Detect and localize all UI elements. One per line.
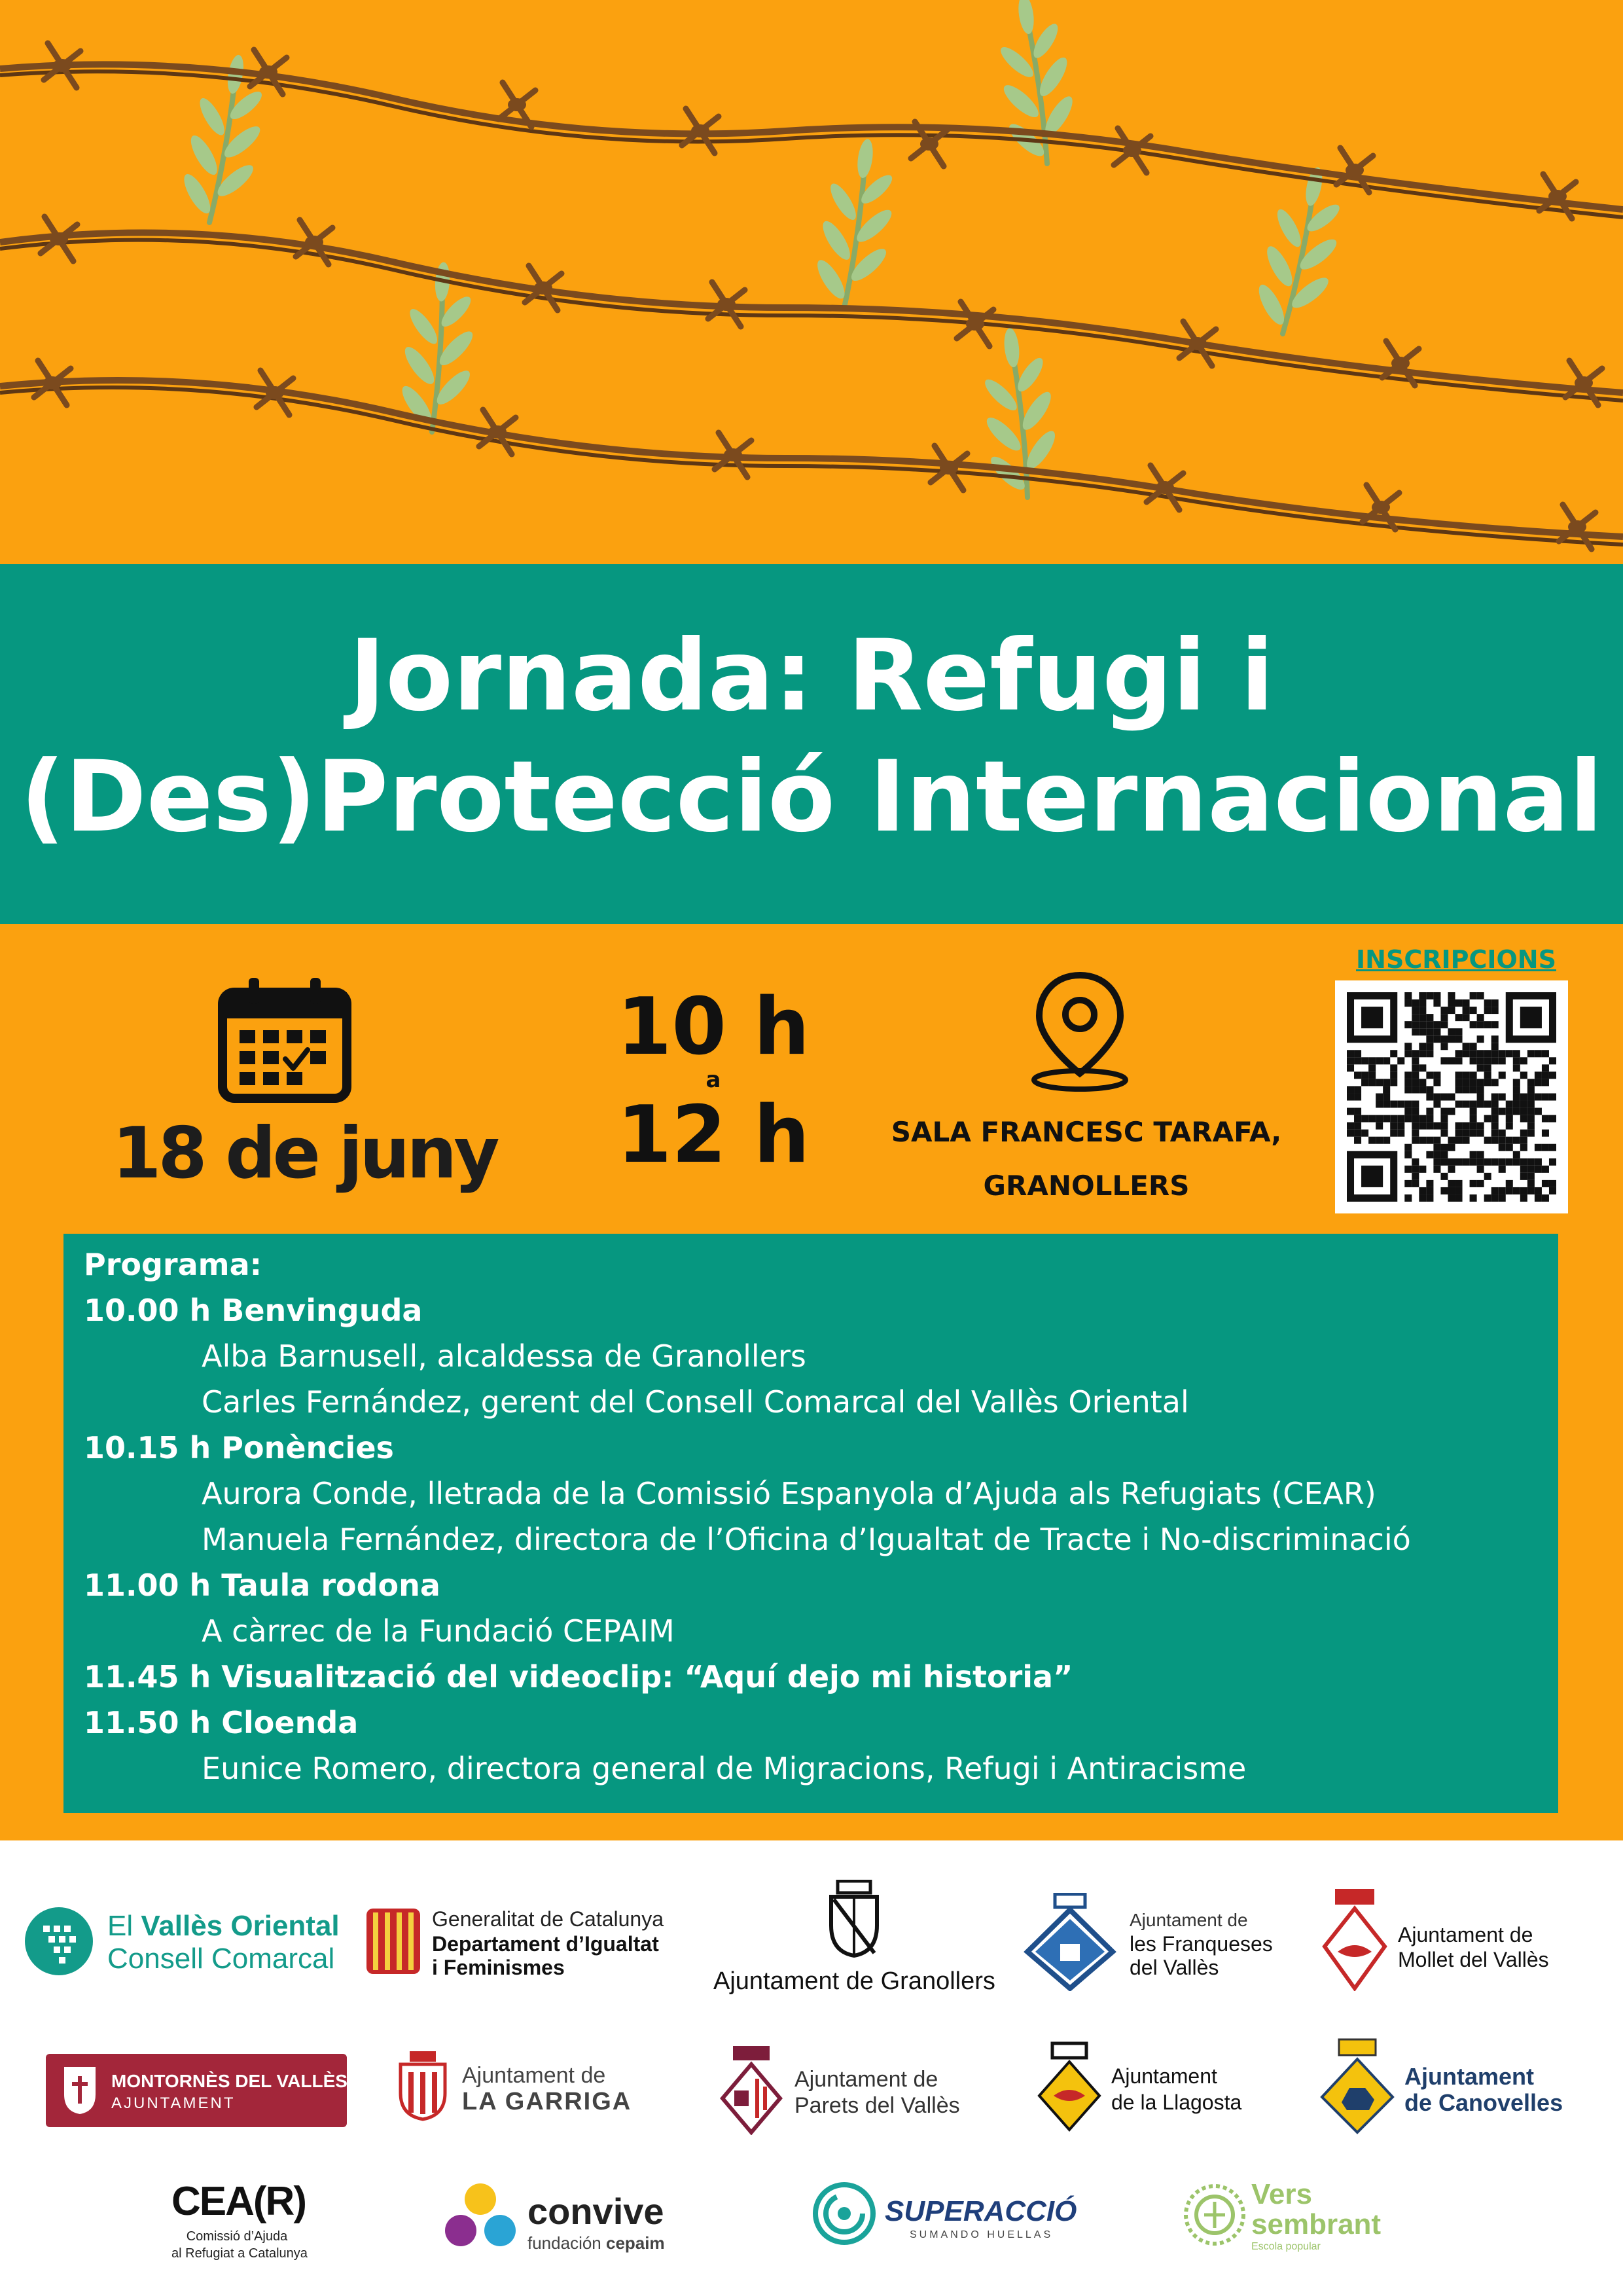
logo-text: Ajuntament de — [1130, 1910, 1248, 1930]
event-title-line2: (Des)Protecció Internacional — [20, 740, 1603, 854]
logo-cear — [171, 2178, 342, 2270]
logo-canovelles — [1319, 2037, 1594, 2135]
qr-code-graphic — [1347, 992, 1556, 1202]
logo-generalitat — [364, 1906, 685, 1984]
logo-text: de la Llagosta — [1111, 2090, 1242, 2114]
logo-verssembrant — [1182, 2178, 1431, 2257]
logo-la-llagosta — [1037, 2041, 1272, 2132]
time-connector: a — [705, 1067, 721, 1093]
valles-oriental-emblem-icon — [24, 1906, 94, 1977]
logo-superaccio — [812, 2181, 1077, 2253]
logo-text: Ajuntament de — [462, 2063, 606, 2088]
end-time: 12 h — [616, 1090, 810, 1181]
garriga-shield-icon — [397, 2050, 449, 2122]
logo-montornes — [46, 2054, 347, 2127]
start-time: 10 h — [616, 982, 810, 1073]
event-title-line1: Jornada: Refugi i — [349, 619, 1274, 733]
logo-text: Comissió d’Ajuda — [186, 2229, 288, 2244]
barbed-wire-graphic — [0, 0, 1623, 564]
logo-text: del Vallès — [1130, 1956, 1219, 1979]
program-item: 11.00 h Taula rodona — [84, 1568, 440, 1603]
program-item: Carles Fernández, gerent del Consell Comarcal del Vallès Oriental — [202, 1384, 1189, 1420]
logo-text: cepaim — [605, 2233, 665, 2253]
logo-text: LA GARRIGA — [462, 2088, 632, 2115]
registration-link[interactable]: INSCRIPCIONS — [1356, 945, 1556, 974]
logo-text: convive — [527, 2191, 664, 2232]
logo-text: CEA(R) — [171, 2179, 306, 2224]
verssembrant-sun-icon — [1182, 2182, 1247, 2248]
logo-text: sembrant — [1251, 2208, 1382, 2240]
logo-text: fundación — [527, 2233, 606, 2253]
logo-text: Mollet del Vallès — [1398, 1948, 1549, 1971]
logo-granollers — [713, 1880, 995, 2004]
logo-text: Consell Comarcal — [107, 1943, 335, 1975]
program-item: Alba Barnusell, alcaldessa de Granollers — [202, 1338, 806, 1374]
logo-text: Vers — [1251, 2178, 1312, 2210]
logo-franqueses — [1021, 1893, 1296, 1991]
logo-text: El — [107, 1910, 141, 1942]
sponsor-logos — [0, 1840, 1623, 2296]
logo-text: AJUNTAMENT — [111, 2094, 236, 2112]
logo-text: de Canovelles — [1404, 2089, 1563, 2116]
logo-text: SUPERACCIÓ — [885, 2195, 1077, 2227]
convive-dots-icon — [438, 2181, 524, 2253]
barbed-wire-illustration — [0, 0, 1623, 564]
registration-qr-code[interactable] — [1335, 980, 1568, 1213]
logo-mollet — [1322, 1886, 1610, 1998]
program-item: 11.45 h Visualització del videoclip: “Aquí dejo mi historia” — [84, 1659, 1073, 1695]
logo-convive — [438, 2181, 687, 2259]
parets-shield-icon — [720, 2043, 783, 2135]
canovelles-shield-icon — [1319, 2037, 1395, 2135]
logo-text: Escola popular — [1251, 2241, 1321, 2252]
program-item: Manuela Fernández, directora de l’Oficina d’Igualtat de Tracte i No-discriminació — [202, 1522, 1411, 1557]
program-heading: Programa: — [84, 1247, 262, 1282]
granollers-shield-icon — [825, 1880, 883, 1958]
logo-la-garriga — [397, 2050, 658, 2128]
logo-text: Vallès Oriental — [141, 1910, 340, 1942]
program-item: 10.00 h Benvinguda — [84, 1293, 423, 1328]
mollet-shield-icon — [1322, 1886, 1387, 1991]
logo-text: al Refugiat a Catalunya — [171, 2246, 308, 2261]
logo-text: Departament d’Igualtat — [432, 1932, 659, 1956]
logo-text: Ajuntament de — [794, 2067, 938, 2092]
logo-text: MONTORNÈS DEL VALLÈS — [111, 2071, 348, 2091]
logo-text: Parets del Vallès — [794, 2093, 960, 2118]
calendar-check-icon — [216, 974, 353, 1105]
logo-text: i Feminismes — [432, 1956, 565, 1979]
venue-line1: SALA FRANCESC TARAFA, — [891, 1116, 1282, 1148]
logo-text: Ajuntament de — [1398, 1923, 1533, 1946]
venue-line2: GRANOLLERS — [983, 1170, 1190, 1202]
logo-text: Generalitat de Catalunya — [432, 1907, 664, 1931]
logo-text: les Franqueses — [1130, 1932, 1273, 1956]
program-item: 11.50 h Cloenda — [84, 1705, 359, 1740]
event-date: 18 de juny — [112, 1113, 497, 1194]
logo-text: Ajuntament — [1404, 2063, 1534, 2090]
logo-text: Ajuntament — [1111, 2064, 1217, 2088]
franqueses-shield-icon — [1021, 1893, 1119, 1991]
llagosta-shield-icon — [1037, 2041, 1102, 2132]
logo-parets — [720, 2043, 982, 2135]
program-item: A càrrec de la Fundació CEPAIM — [202, 1613, 675, 1649]
montornes-shield-icon — [60, 2064, 99, 2117]
superaccio-spiral-icon — [812, 2181, 877, 2246]
program-item: Aurora Conde, lletrada de la Comissió Espanyola d’Ajuda als Refugiats (CEAR) — [202, 1476, 1376, 1511]
logo-text: SUMANDO HUELLAS — [910, 2229, 1054, 2240]
logo-valles-oriental — [24, 1906, 340, 1978]
logo-text: Ajuntament de Granollers — [713, 1967, 995, 1995]
map-pin-icon — [1027, 969, 1132, 1093]
generalitat-emblem-icon — [364, 1906, 423, 1978]
program-item: 10.15 h Ponències — [84, 1430, 394, 1465]
program-item: Eunice Romero, directora general de Migracions, Refugi i Antiracisme — [202, 1751, 1247, 1786]
